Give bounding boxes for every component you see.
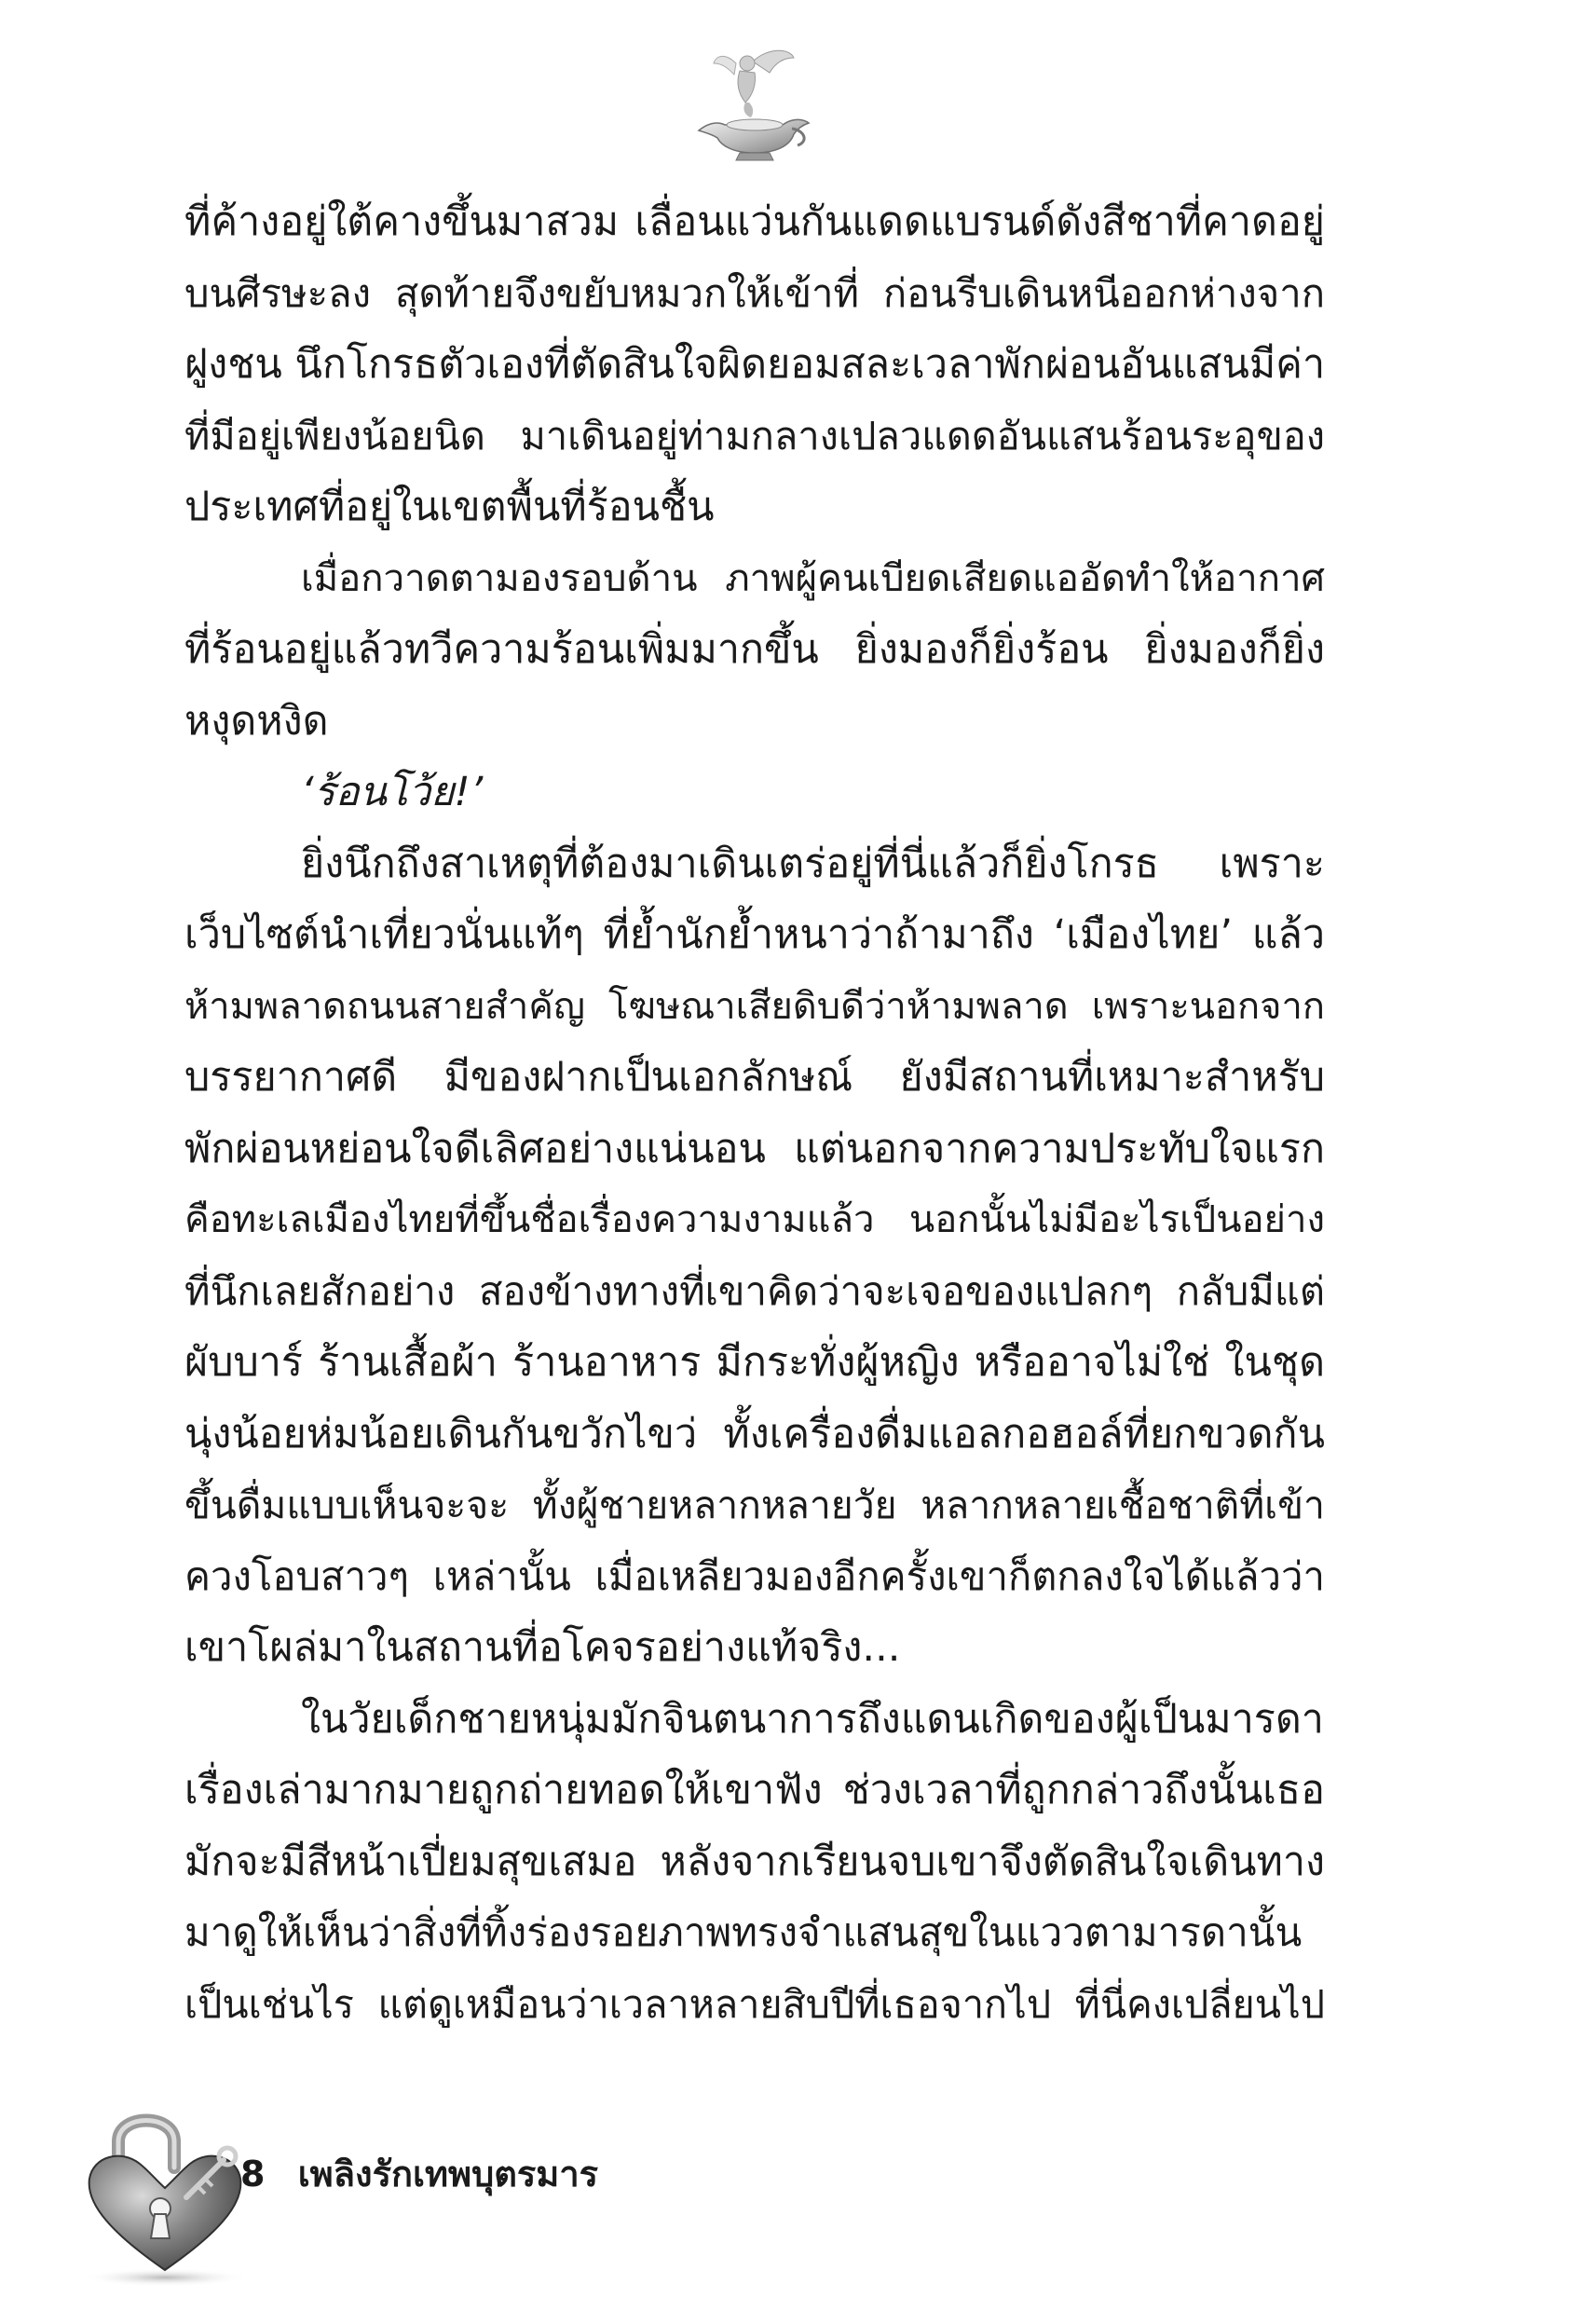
text-line: มักจะมีสีหน้าเปี่ยมสุขเสมอ หลังจากเรียนจบเขาจึงตัดสินใจเดินทาง [184,1838,1325,1885]
text-line: นุ่งน้อยห่มน้อยเดินกันขวักไขว่ ทั้งเครื่องดื่มแอลกอฮอล์ที่ยกขวดกัน [184,1410,1325,1457]
italic-exclamation-line: ‘ร้อนโว้ย!’ [301,769,484,815]
text-line: เป็นเช่นไร แต่ดูเหมือนว่าเวลาหลายสิบปีที่เธอจากไป ที่นี่คงเปลี่ยนไป [184,1981,1325,2027]
book-title: เพลิงรักเทพบุตรมาร [297,2154,599,2195]
page-footer [240,2145,598,2202]
text-line: เขาโผล่มาในสถานที่อโคจรอย่างแท้จริง... [184,1624,901,1671]
body-text [184,186,1325,2040]
text-line: เว็บไซต์นำเที่ยวนั่นแท้ๆ ที่ย้ำนักย้ำหนาว่าถ้ามาถึง ‘เมืองไทย’ แล้ว [184,911,1325,958]
text-line: ควงโอบสาวๆ เหล่านั้น เมื่อเหลียวมองอีกครั้งเขาก็ตกลงใจได้แล้วว่า [184,1552,1325,1599]
text-line: ประเทศที่อยู่ในเขตพื้นที่ร้อนชื้น [184,484,715,530]
heart-padlock-icon [76,2095,253,2290]
text-line: หงุดหงิด [184,697,329,745]
text-line: พักผ่อนหย่อนใจดีเลิศอย่างแน่นอน แต่นอกจากความประทับใจแรก [184,1125,1325,1172]
page-number: 8 [240,2154,266,2195]
text-line: ที่มีอยู่เพียงน้อยนิด มาเดินอยู่ท่ามกลางเปลวแดดอันแสนร้อนระอุของ [184,412,1325,458]
text-line: ที่ร้อนอยู่แล้วทวีความร้อนเพิ่มมากขึ้น ยิ่งมองก็ยิ่งร้อน ยิ่งมองก็ยิ่ง [184,626,1325,673]
paragraph-start-line: ยิ่งนึกถึงสาเหตุที่ต้องมาเดินเตร่อยู่ที่นี่แล้วก็ยิ่งโกรธ เพราะ [301,840,1325,887]
genie-lamp-icon [680,45,820,166]
text-line: บนศีรษะลง สุดท้ายจึงขยับหมวกให้เข้าที่ ก่อนรีบเดินหนีออกห่างจาก [184,269,1325,316]
paragraph-start-line: เมื่อกวาดตามองรอบด้าน ภาพผู้คนเบียดเสียดแออัดทำให้อากาศ [301,556,1325,600]
text-line: ขึ้นดื่มแบบเห็นจะจะ ทั้งผู้ชายหลากหลายวัย หลากหลายเชื้อชาติที่เข้า [184,1483,1325,1527]
text-line: เรื่องเล่ามากมายถูกถ่ายทอดให้เขาฟัง ช่วงเวลาที่ถูกกล่าวถึงนั้นเธอ [184,1767,1325,1813]
text-line: ผับบาร์ ร้านเสื้อผ้า ร้านอาหาร มีกระทั่งผู้หญิง หรืออาจไม่ใช่ ในชุด [184,1339,1325,1386]
text-line: คือทะเลเมืองไทยที่ขึ้นชื่อเรื่องความงามแล้ว นอกนั้นไม่มีอะไรเป็นอย่าง [184,1198,1325,1241]
text-line: ห้ามพลาดถนนสายสำคัญ โฆษณาเสียดิบดีว่าห้ามพลาด เพราะนอกจาก [184,984,1325,1028]
text-line: มาดูให้เห็นว่าสิ่งที่ทิ้งร่องรอยภาพทรงจำแสนสุขในแววตามารดานั้น [184,1909,1303,1955]
text-line: ฝูงชน นึกโกรธตัวเองที่ตัดสินใจผิดยอมสละเวลาพักผ่อนอันแสนมีค่า [184,341,1326,388]
text-line: ที่นึกเลยสักอย่าง สองข้างทางที่เขาคิดว่าจะเจอของแปลกๆ กลับมีแต่ [184,1267,1325,1314]
paragraph-start-line: ในวัยเด็กชายหนุ่มมักจินตนาการถึงแดนเกิดของผู้เป็นมารดา [301,1695,1324,1743]
text-line: ที่ค้างอยู่ใต้คางขึ้นมาสวม เลื่อนแว่นกันแดดแบรนด์ดังสีชาที่คาดอยู่ [184,198,1325,245]
text-line: บรรยากาศดี มีของฝากเป็นเอกลักษณ์ ยังมีสถานที่เหมาะสำหรับ [184,1054,1325,1101]
